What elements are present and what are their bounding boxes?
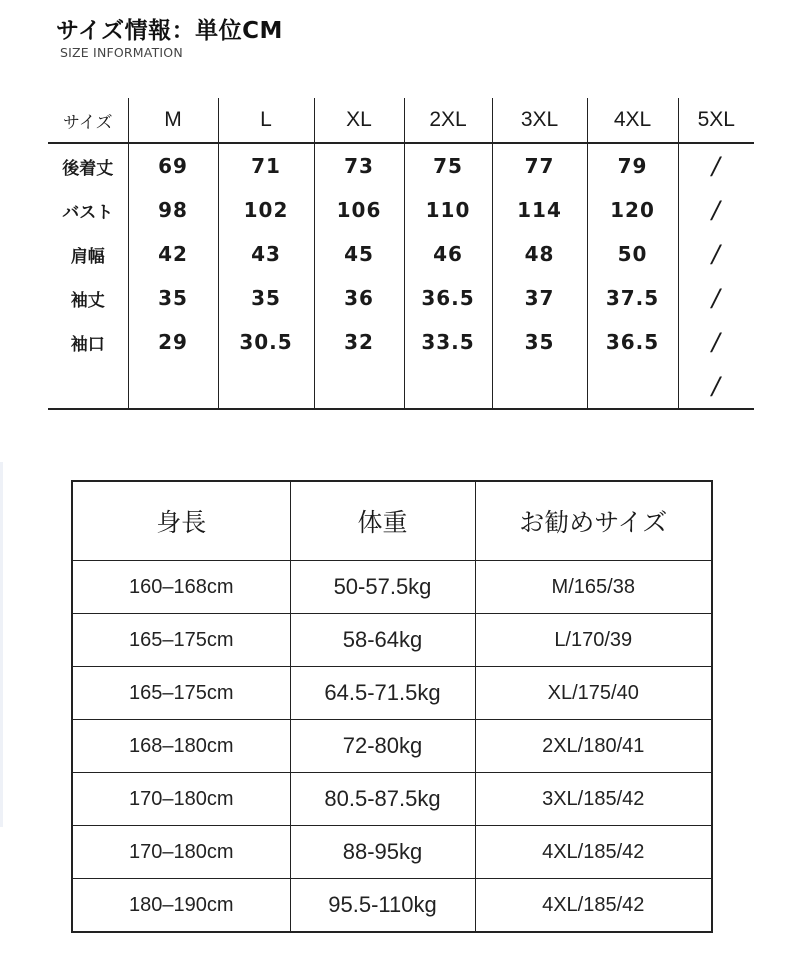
size-header-2xl: 2XL	[404, 98, 492, 143]
height-cell: 165–175cm	[72, 614, 290, 667]
weight-cell: 80.5-87.5kg	[290, 773, 475, 826]
table-cell: 45	[314, 232, 404, 276]
size-cell: M/165/38	[475, 561, 712, 614]
table-cell: 79	[587, 143, 678, 188]
weight-cell: 50-57.5kg	[290, 561, 475, 614]
table-cell: 29	[128, 320, 218, 364]
page-subtitle: SIZE INFORMATION	[60, 45, 183, 60]
size-header-l: L	[218, 98, 314, 143]
table-cell: 36.5	[587, 320, 678, 364]
table-cell: 114	[492, 188, 587, 232]
table-cell: 35	[218, 276, 314, 320]
table-cell	[404, 364, 492, 409]
row-label: 後着丈	[48, 143, 128, 188]
weight-cell: 88-95kg	[290, 826, 475, 879]
table-cell: 37.5	[587, 276, 678, 320]
height-cell: 165–175cm	[72, 667, 290, 720]
size-cell: 4XL/185/42	[475, 879, 712, 933]
table-cell	[128, 364, 218, 409]
size-table	[48, 98, 754, 410]
size-row-length	[48, 143, 754, 188]
page-title: サイズ情報：単位CM	[56, 18, 283, 44]
table-row	[72, 667, 712, 720]
table-cell: 33.5	[404, 320, 492, 364]
table-cell: 35	[128, 276, 218, 320]
table-cell: 42	[128, 232, 218, 276]
row-label: 肩幅	[48, 232, 128, 276]
table-row	[72, 879, 712, 933]
table-cell: 120	[587, 188, 678, 232]
table-cell: 43	[218, 232, 314, 276]
table-row	[72, 720, 712, 773]
table-cell: 106	[314, 188, 404, 232]
height-cell: 160–168cm	[72, 561, 290, 614]
table-cell: 35	[492, 320, 587, 364]
table-cell: /	[711, 372, 721, 400]
height-cell: 180–190cm	[72, 879, 290, 933]
table-cell: /	[711, 196, 721, 224]
size-cell: 3XL/185/42	[475, 773, 712, 826]
table-cell	[587, 364, 678, 409]
table-cell: 77	[492, 143, 587, 188]
table-cell: 73	[314, 143, 404, 188]
size-corner-label: サイズ	[48, 98, 128, 143]
table-cell	[218, 364, 314, 409]
height-cell: 168–180cm	[72, 720, 290, 773]
size-header-4xl: 4XL	[587, 98, 678, 143]
header-recommended-size: お勧めサイズ	[475, 481, 712, 561]
size-row-cuff	[48, 320, 754, 364]
table-cell	[314, 364, 404, 409]
table-cell: 32	[314, 320, 404, 364]
size-header-5xl: 5XL	[678, 98, 754, 143]
weight-cell: 95.5-110kg	[290, 879, 475, 933]
table-row	[72, 561, 712, 614]
table-cell: 69	[128, 143, 218, 188]
table-cell: 48	[492, 232, 587, 276]
weight-cell: 58-64kg	[290, 614, 475, 667]
table-cell: /	[711, 152, 721, 180]
size-cell: L/170/39	[475, 614, 712, 667]
row-label: 袖丈	[48, 276, 128, 320]
weight-cell: 72-80kg	[290, 720, 475, 773]
table-cell: 71	[218, 143, 314, 188]
size-row-empty	[48, 364, 754, 409]
height-cell: 170–180cm	[72, 826, 290, 879]
size-header-m: M	[128, 98, 218, 143]
size-row-shoulder	[48, 232, 754, 276]
table-row	[72, 826, 712, 879]
table-cell: 46	[404, 232, 492, 276]
left-edge-mark	[0, 462, 3, 827]
table-cell: 30.5	[218, 320, 314, 364]
size-row-bust	[48, 188, 754, 232]
table-cell: /	[711, 328, 721, 356]
header-weight: 体重	[290, 481, 475, 561]
size-header-row	[48, 98, 754, 143]
table-cell: 36	[314, 276, 404, 320]
table-cell	[492, 364, 587, 409]
recommend-table	[71, 480, 713, 933]
row-label: 袖口	[48, 320, 128, 364]
height-cell: 170–180cm	[72, 773, 290, 826]
weight-cell: 64.5-71.5kg	[290, 667, 475, 720]
size-cell: 2XL/180/41	[475, 720, 712, 773]
size-header-3xl: 3XL	[492, 98, 587, 143]
recommend-header-row	[72, 481, 712, 561]
table-cell: 37	[492, 276, 587, 320]
size-row-sleeve	[48, 276, 754, 320]
table-cell: 36.5	[404, 276, 492, 320]
table-cell: 102	[218, 188, 314, 232]
table-cell: 50	[587, 232, 678, 276]
table-cell: 98	[128, 188, 218, 232]
table-cell: /	[711, 240, 721, 268]
size-cell: XL/175/40	[475, 667, 712, 720]
table-cell: 75	[404, 143, 492, 188]
table-cell: 110	[404, 188, 492, 232]
row-label: バスト	[48, 188, 128, 232]
size-cell: 4XL/185/42	[475, 826, 712, 879]
size-header-xl: XL	[314, 98, 404, 143]
table-row	[72, 773, 712, 826]
row-label	[48, 364, 128, 409]
table-row	[72, 614, 712, 667]
table-cell: /	[711, 284, 721, 312]
header-height: 身長	[72, 481, 290, 561]
